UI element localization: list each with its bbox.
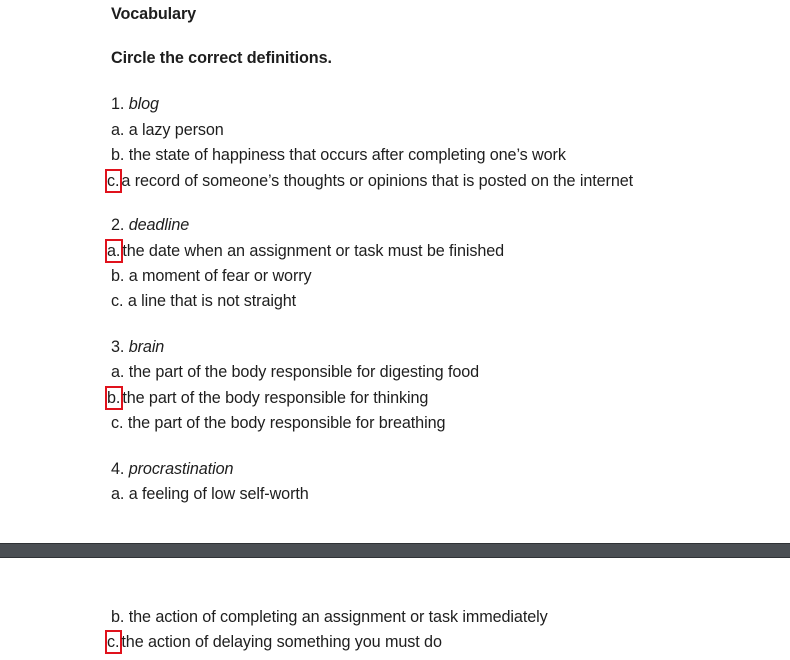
option-letter: b. [111,608,125,626]
question-number: 1. [111,95,125,113]
option-letter: c. [111,414,124,432]
option-text: the date when an assignment or task must be finished [122,242,505,260]
answer-circle: c. [107,633,120,651]
page-title: Vocabulary [111,5,197,23]
option-letter: a. [111,485,125,503]
question-word: blog [128,95,159,113]
answer-circle: a. [107,242,121,260]
option-text: a moment of fear or worry [128,267,312,285]
question-number: 2. [111,216,125,234]
option-text: the action of completing an assignment or task immediately [128,608,548,626]
option-text: a line that is not straight [127,292,297,310]
option-text: the state of happiness that occurs after completing one’s work [128,146,566,164]
instructions: Circle the correct definitions. [111,49,332,67]
question-1-option-b [111,145,566,165]
option-text: the part of the body responsible for thinking [122,389,429,407]
question-4-option-b [111,607,548,627]
option-text: the part of the body responsible for digesting food [128,363,480,381]
option-letter: a. [111,121,125,139]
option-letter: b. [111,267,125,285]
question-1-heading [111,94,159,114]
question-4-heading [111,459,233,479]
question-word: brain [128,338,165,356]
answer-circle: c. [107,172,120,190]
question-2-option-c [111,291,296,311]
question-3-option-b [107,388,428,408]
option-letter: c. [111,292,124,310]
question-3-option-a [111,362,479,382]
document-page-2 [0,558,790,660]
question-word: procrastination [128,460,234,478]
option-text: the action of delaying something you must do [121,633,442,651]
option-text: a record of someone’s thoughts or opinions that is posted on the internet [121,172,634,190]
option-text: a lazy person [128,121,224,139]
option-text: the part of the body responsible for breathing [127,414,446,432]
page-separator [0,543,790,558]
question-3-option-c [111,413,445,433]
question-2-heading [111,215,189,235]
option-text: a feeling of low self-worth [128,485,309,503]
question-2-option-a [107,241,504,261]
question-4-option-c [107,632,442,652]
question-word: deadline [128,216,190,234]
question-number: 4. [111,460,125,478]
question-4-option-a [111,484,309,504]
question-number: 3. [111,338,125,356]
question-3-heading [111,337,164,357]
question-2-option-b [111,266,312,286]
option-letter: b. [111,146,125,164]
answer-circle: b. [107,389,121,407]
option-letter: a. [111,363,125,381]
question-1-option-a [111,120,224,140]
question-1-option-c [107,171,633,191]
